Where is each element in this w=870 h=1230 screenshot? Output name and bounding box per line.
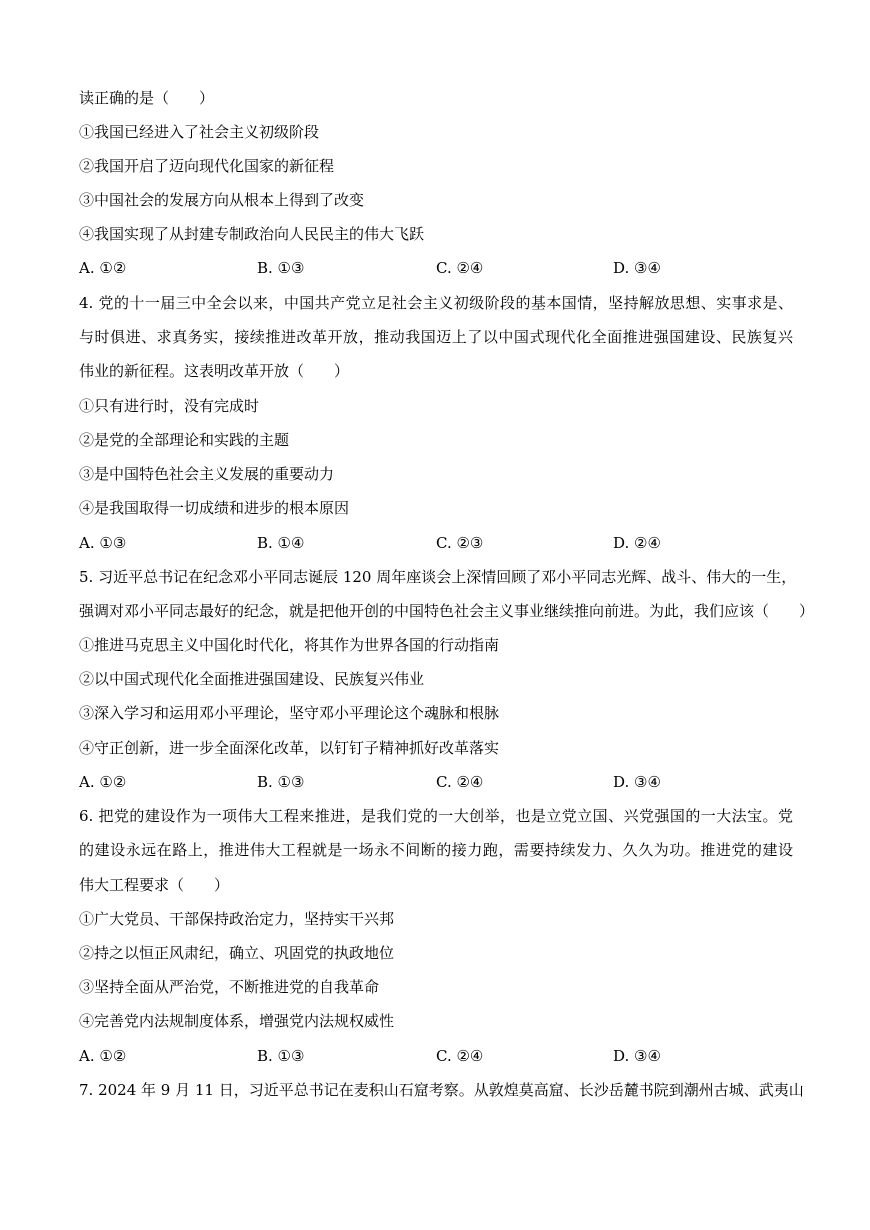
q5-option-c[interactable]: C. ②④ [436, 773, 484, 791]
q6-item-3: ③坚持全面从严治党，不断推进党的自我革命 [79, 978, 380, 996]
q4-item-4: ④是我国取得一切成绩和进步的根本原因 [79, 499, 350, 517]
q4-option-b[interactable]: B. ①④ [257, 534, 305, 552]
q4-item-1: ①只有进行时，没有完成时 [79, 397, 260, 415]
q4-option-d[interactable]: D. ②④ [613, 534, 661, 552]
q3-options [79, 258, 799, 278]
q6-option-a[interactable]: A. ①② [79, 1047, 127, 1065]
q5-stem-line-1: 5. 习近平总书记在纪念邓小平同志诞辰 120 周年座谈会上深情回顾了邓小平同志光辉、战斗、伟大的一生， [79, 568, 797, 586]
q3-stem-tail: 读正确的是（ ） [79, 89, 215, 107]
q7-stem-line-1: 7. 2024 年 9 月 11 日，习近平总书记在麦积山石窟考察。从敦煌莫高窟、长沙岳麓书院到潮州古城、武夷山 [79, 1081, 804, 1099]
q6-options [79, 1046, 799, 1066]
q3-option-b[interactable]: B. ①③ [257, 259, 305, 277]
q4-option-c[interactable]: C. ②③ [436, 534, 484, 552]
q3-item-2: ②我国开启了迈向现代化国家的新征程 [79, 157, 335, 175]
q5-stem-line-2: 强调对邓小平同志最好的纪念，就是把他开创的中国特色社会主义事业继续推向前进。为此，我们应该（ ） [79, 602, 815, 620]
q4-options [79, 533, 799, 553]
q4-item-2: ②是党的全部理论和实践的主题 [79, 431, 290, 449]
q6-item-1: ①广大党员、干部保持政治定力，坚持实干兴邦 [79, 910, 395, 928]
q5-options [79, 772, 799, 792]
q5-option-a[interactable]: A. ①② [79, 773, 127, 791]
q4-stem-line-2: 与时俱进、求真务实，接续推进改革开放，推动我国迈上了以中国式现代化全面推进强国建设、民族复兴 [79, 328, 793, 346]
q6-stem-line-3: 伟大工程要求（ ） [79, 876, 230, 894]
q6-option-c[interactable]: C. ②④ [436, 1047, 484, 1065]
q3-item-4: ④我国实现了从封建专制政治向人民民主的伟大飞跃 [79, 225, 425, 243]
q5-item-2: ②以中国式现代化全面推进强国建设、民族复兴伟业 [79, 670, 425, 688]
q5-option-b[interactable]: B. ①③ [257, 773, 305, 791]
q5-option-d[interactable]: D. ③④ [613, 773, 661, 791]
q3-option-a[interactable]: A. ①② [79, 259, 127, 277]
q5-item-3: ③深入学习和运用邓小平理论，坚守邓小平理论这个魂脉和根脉 [79, 704, 500, 722]
q6-option-b[interactable]: B. ①③ [257, 1047, 305, 1065]
q6-stem-line-1: 6. 把党的建设作为一项伟大工程来推进，是我们党的一大创举，也是立党立国、兴党强国的一大法宝。党 [79, 807, 793, 825]
q4-item-3: ③是中国特色社会主义发展的重要动力 [79, 465, 335, 483]
q3-option-d[interactable]: D. ③④ [613, 259, 661, 277]
q5-item-4: ④守正创新，进一步全面深化改革，以钉钉子精神抓好改革落实 [79, 739, 500, 757]
q3-item-3: ③中国社会的发展方向从根本上得到了改变 [79, 191, 365, 209]
q4-stem-line-3: 伟业的新征程。这表明改革开放（ ） [79, 362, 350, 380]
q6-item-2: ②持之以恒正风肃纪，确立、巩固党的执政地位 [79, 944, 395, 962]
q3-item-1: ①我国已经进入了社会主义初级阶段 [79, 123, 320, 141]
q6-option-d[interactable]: D. ③④ [613, 1047, 661, 1065]
q6-item-4: ④完善党内法规制度体系，增强党内法规权威性 [79, 1012, 395, 1030]
q3-option-c[interactable]: C. ②④ [436, 259, 484, 277]
q5-item-1: ①推进马克思主义中国化时代化，将其作为世界各国的行动指南 [79, 636, 500, 654]
q6-stem-line-2: 的建设永远在路上，推进伟大工程就是一场永不间断的接力跑，需要持续发力、久久为功。推进党的建设 [79, 841, 793, 859]
q4-stem-line-1: 4. 党的十一届三中全会以来，中国共产党立足社会主义初级阶段的基本国情，坚持解放思想、实事求是、 [79, 294, 793, 312]
q4-option-a[interactable]: A. ①③ [79, 534, 127, 552]
